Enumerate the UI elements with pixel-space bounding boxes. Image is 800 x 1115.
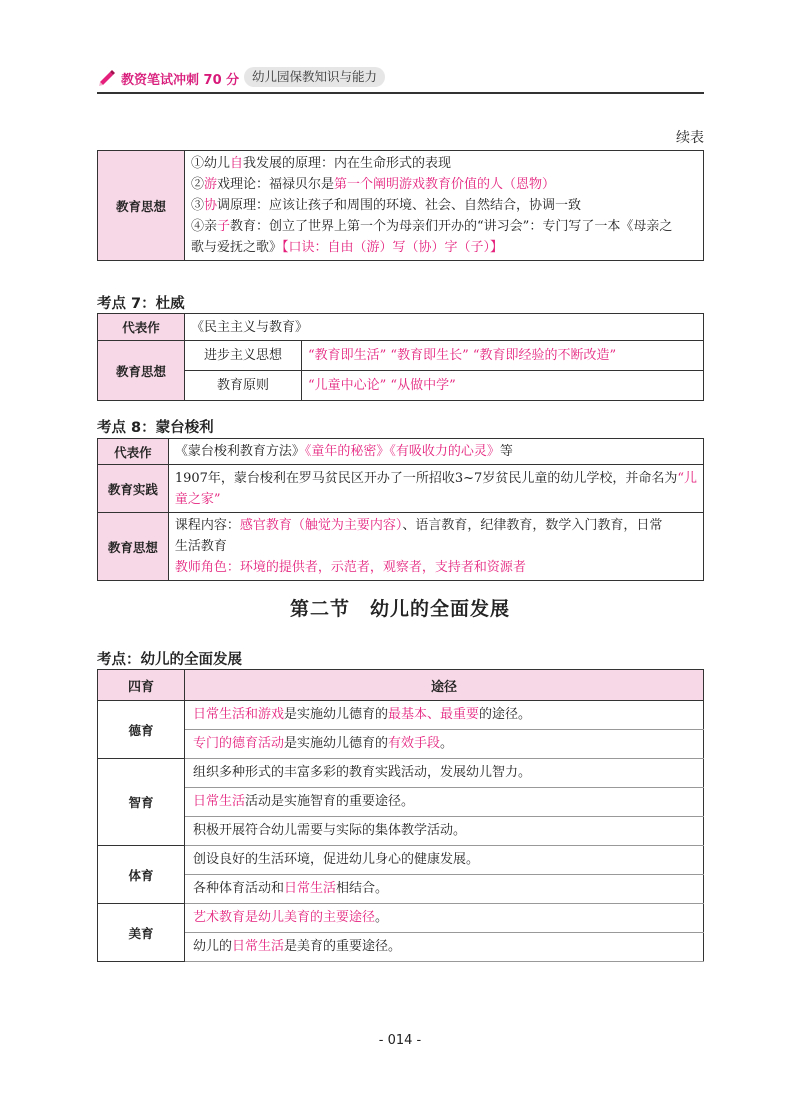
- highlight-text: 最基本、最重要: [388, 707, 480, 722]
- highlight-text: 第一个阐明游戏教育价值的人（恩物）: [334, 177, 556, 192]
- development-section-title: 考点：幼儿的全面发展: [97, 652, 242, 668]
- highlight-text: 《童年的秘密》《有吸收力的心灵》: [304, 444, 500, 459]
- text-segment: 《蒙台梭利教育方法》: [174, 444, 305, 459]
- highlight-text: 自: [230, 156, 244, 171]
- content-line: [191, 195, 697, 216]
- text-segment: 是美育的重要途径。: [284, 939, 402, 954]
- text-segment: 我发展的原理：内在生命形式的表现: [243, 156, 452, 171]
- development-category: 美育: [98, 904, 185, 962]
- text-segment: 生活教育: [174, 539, 227, 554]
- text-segment: 幼儿的: [193, 939, 233, 954]
- content-line: [175, 441, 697, 462]
- dewey-rep-label: 代表作: [98, 314, 185, 341]
- highlight-text: 有效手段: [388, 736, 441, 751]
- text-segment: ②: [191, 177, 205, 192]
- development-approach: [185, 730, 704, 759]
- development-approach: [185, 788, 704, 817]
- development-table: [97, 669, 704, 962]
- highlight-text: 日常生活: [232, 939, 285, 954]
- text-segment: 1907年，蒙台梭利在罗马贫民区开办了一所招收3~7岁贫民儿童的幼儿学校，并命名为: [174, 470, 678, 486]
- development-approach: [185, 701, 704, 730]
- page-header: [97, 66, 704, 90]
- text-segment: 积极开展符合幼儿需要与实际的集体教学活动。: [193, 823, 467, 838]
- montessori-row-label: 代表作: [98, 439, 169, 465]
- text-segment: 课程内容：: [174, 518, 240, 533]
- development-approach: [185, 933, 704, 962]
- development-approach: [185, 875, 704, 904]
- text-segment: 创设良好的生活环境，促进幼儿身心的健康发展。: [193, 852, 480, 867]
- content-line: [175, 536, 697, 557]
- development-approach: [185, 817, 704, 846]
- montessori-section-title: 考点 8：蒙台梭利: [97, 420, 214, 436]
- text-segment: ③: [191, 198, 205, 213]
- content-line: [175, 515, 697, 536]
- table-row: [98, 846, 704, 875]
- text-segment: ①幼儿: [191, 156, 231, 171]
- table-row: [98, 904, 704, 933]
- page-number: - 014 -: [378, 1033, 422, 1048]
- table-row: [98, 817, 704, 846]
- froebel-table: [97, 150, 704, 261]
- highlight-text: 艺术教育是幼儿美育的主要途径: [193, 910, 376, 925]
- dewey-row-value: “教育即生活” “教育即生长” “教育即经验的不断改造”: [302, 341, 704, 371]
- development-col1-header: 四育: [98, 670, 185, 701]
- highlight-text: 感官教育（触觉为主要内容）: [239, 518, 403, 533]
- text-segment: 各种体育活动和: [193, 881, 285, 896]
- text-segment: 是实施幼儿德育的: [284, 736, 389, 751]
- text-segment: 调原理：应该让孩子和周围的环境、社会、自然结合，协调一致: [217, 198, 582, 213]
- highlight-text: 子: [217, 219, 231, 234]
- content-line: [191, 174, 697, 195]
- header-rule: [97, 92, 704, 94]
- content-line: [191, 153, 697, 174]
- dewey-row-key: 教育原则: [185, 371, 302, 401]
- development-approach: [185, 904, 704, 933]
- text-segment: 组织多种形式的丰富多彩的教育实践活动，发展幼儿智力。: [193, 765, 532, 780]
- dewey-section-title: 考点 7：杜威: [97, 296, 185, 312]
- development-col2-header: 途径: [185, 670, 704, 701]
- highlight-text: 童之家”: [174, 491, 221, 507]
- text-segment: 歌与爱抚之歌》: [191, 240, 283, 255]
- content-line: [191, 216, 697, 237]
- chapter-title: 第二节 幼儿的全面发展: [289, 598, 510, 620]
- pencil-icon: [97, 68, 117, 88]
- dewey-thought-label: 教育思想: [98, 341, 185, 401]
- content-line: [175, 557, 697, 578]
- content-line: [191, 237, 697, 258]
- text-segment: 是实施幼儿德育的: [284, 707, 389, 722]
- montessori-row-content: [168, 439, 703, 465]
- text-segment: 、语言教育，纪律教育，数学入门教育，日常: [402, 518, 663, 533]
- text-segment: 教育：创立了世界上第一个为母亲们开办的“讲习会”：专门写了一本《母亲之: [230, 219, 673, 234]
- froebel-content: [185, 151, 704, 261]
- dewey-rep-value: 《民主主义与教育》: [185, 314, 704, 341]
- dewey-table: [97, 313, 704, 401]
- montessori-row-label: 教育实践: [98, 465, 169, 513]
- highlight-text: 【口诀：自由（游）写（协）字（子）】: [282, 240, 504, 255]
- development-category: 德育: [98, 701, 185, 759]
- highlight-text: 游: [204, 177, 218, 192]
- table-row: [98, 701, 704, 730]
- text-segment: 活动是实施智育的重要途径。: [245, 794, 415, 809]
- text-segment: 戏理论：福禄贝尔是: [217, 177, 335, 192]
- froebel-label: 教育思想: [98, 151, 185, 261]
- development-approach: [185, 846, 704, 875]
- table-row: [98, 933, 704, 962]
- text-segment: 相结合。: [336, 881, 389, 896]
- text-segment: ④亲: [191, 219, 218, 234]
- montessori-row-content: [168, 465, 703, 513]
- text-segment: 。: [375, 910, 389, 925]
- text-segment: 的途径。: [479, 707, 532, 722]
- highlight-text: 协: [204, 198, 218, 213]
- table-row: [98, 788, 704, 817]
- header-brand: 教资笔试冲刺 70 分: [121, 73, 240, 88]
- text-segment: 。: [440, 736, 454, 751]
- table-row: [98, 875, 704, 904]
- content-line: [175, 489, 697, 510]
- table-row: [98, 759, 704, 788]
- development-category: 体育: [98, 846, 185, 904]
- development-category: 智育: [98, 759, 185, 846]
- dewey-row-key: 进步主义思想: [185, 341, 302, 371]
- content-line: [175, 468, 697, 489]
- header-subject: 幼儿园保教知识与能力: [244, 67, 385, 87]
- development-approach: [185, 759, 704, 788]
- table-row: [98, 730, 704, 759]
- text-segment: 等: [499, 444, 513, 459]
- montessori-table: [97, 438, 704, 581]
- highlight-text: 教师角色：环境的提供者，示范者，观察者，支持者和资源者: [174, 560, 526, 575]
- highlight-text: 日常生活: [193, 794, 246, 809]
- continued-label: 续表: [676, 130, 704, 146]
- dewey-row-value: “儿童中心论” “从做中学”: [302, 371, 704, 401]
- highlight-text: “儿: [677, 470, 697, 486]
- montessori-row-label: 教育思想: [98, 513, 169, 581]
- highlight-text: 日常生活和游戏: [193, 707, 285, 722]
- montessori-row-content: [168, 513, 703, 581]
- highlight-text: 专门的德育活动: [193, 736, 285, 751]
- highlight-text: 日常生活: [284, 881, 337, 896]
